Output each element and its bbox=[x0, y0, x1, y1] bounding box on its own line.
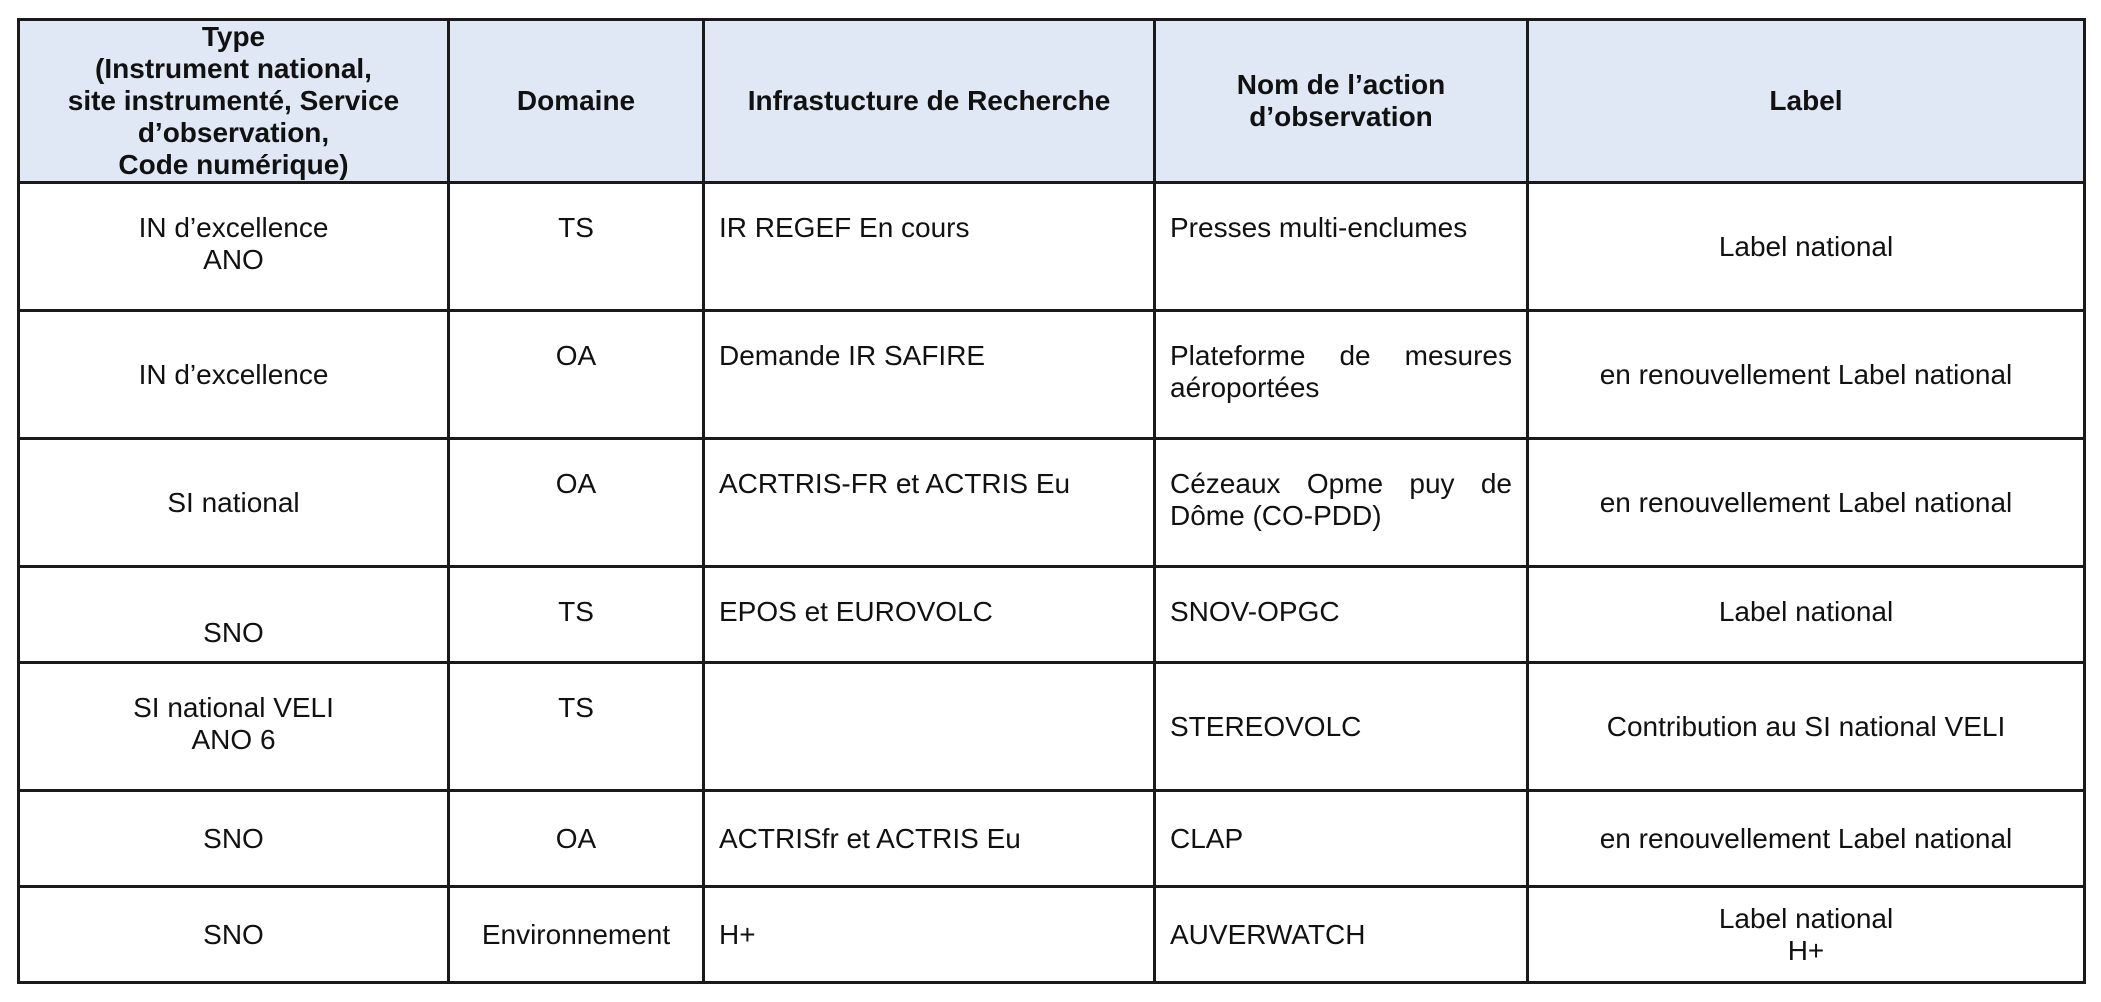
cell-label: Contribution au SI national VELI bbox=[1528, 663, 2085, 791]
table-row bbox=[19, 791, 2085, 887]
cell-nom-action: CLAP bbox=[1155, 791, 1528, 887]
table-row bbox=[19, 439, 2085, 567]
cell-domaine: OA bbox=[449, 439, 704, 567]
cell-infrastructure: ACTRISfr et ACTRIS Eu bbox=[704, 791, 1155, 887]
cell-infrastructure: H+ bbox=[704, 887, 1155, 983]
table-row bbox=[19, 183, 2085, 311]
cell-domaine: Environnement bbox=[449, 887, 704, 983]
cell-label: en renouvellement Label national bbox=[1528, 311, 2085, 439]
cell-label: en renouvellement Label national bbox=[1528, 791, 2085, 887]
observation-table bbox=[17, 18, 2086, 984]
cell-label: Label national bbox=[1528, 183, 2085, 311]
table-row bbox=[19, 663, 2085, 791]
table-row bbox=[19, 887, 2085, 983]
observation-table-container bbox=[17, 18, 2086, 984]
cell-nom-action: Presses multi-enclumes bbox=[1155, 183, 1528, 311]
cell-nom-action: Cézeaux Opme puy de Dôme (CO-PDD) bbox=[1155, 439, 1528, 567]
cell-label: Label national H+ bbox=[1528, 887, 2085, 983]
cell-label: en renouvellement Label national bbox=[1528, 439, 2085, 567]
cell-domaine: OA bbox=[449, 791, 704, 887]
cell-type: IN d’excellence ANO bbox=[19, 183, 449, 311]
cell-type: SI national bbox=[19, 439, 449, 567]
cell-infrastructure: EPOS et EUROVOLC bbox=[704, 567, 1155, 663]
cell-nom-action: Plateforme de mesures aéroportées bbox=[1155, 311, 1528, 439]
cell-domaine: TS bbox=[449, 183, 704, 311]
header-nom-action: Nom de l’action d’observation bbox=[1155, 20, 1528, 183]
cell-domaine: OA bbox=[449, 311, 704, 439]
cell-infrastructure: Demande IR SAFIRE bbox=[704, 311, 1155, 439]
header-label: Label bbox=[1528, 20, 2085, 183]
cell-domaine: TS bbox=[449, 567, 704, 663]
cell-type: IN d’excellence bbox=[19, 311, 449, 439]
cell-type: SNO bbox=[19, 791, 449, 887]
cell-label: Label national bbox=[1528, 567, 2085, 663]
cell-type: SNO bbox=[19, 567, 449, 663]
cell-type: SNO bbox=[19, 887, 449, 983]
cell-infrastructure bbox=[704, 663, 1155, 791]
cell-infrastructure: ACRTRIS-FR et ACTRIS Eu bbox=[704, 439, 1155, 567]
header-type: Type (Instrument national, site instrumenté, Service d’observation, Code numérique) bbox=[19, 20, 449, 183]
header-infrastructure: Infrastucture de Recherche bbox=[704, 20, 1155, 183]
table-row bbox=[19, 567, 2085, 663]
cell-domaine: TS bbox=[449, 663, 704, 791]
cell-nom-action: AUVERWATCH bbox=[1155, 887, 1528, 983]
cell-nom-action: STEREOVOLC bbox=[1155, 663, 1528, 791]
table-row bbox=[19, 311, 2085, 439]
cell-nom-action: SNOV-OPGC bbox=[1155, 567, 1528, 663]
header-row bbox=[19, 20, 2085, 183]
header-domaine: Domaine bbox=[449, 20, 704, 183]
cell-type: SI national VELI ANO 6 bbox=[19, 663, 449, 791]
cell-infrastructure: IR REGEF En cours bbox=[704, 183, 1155, 311]
